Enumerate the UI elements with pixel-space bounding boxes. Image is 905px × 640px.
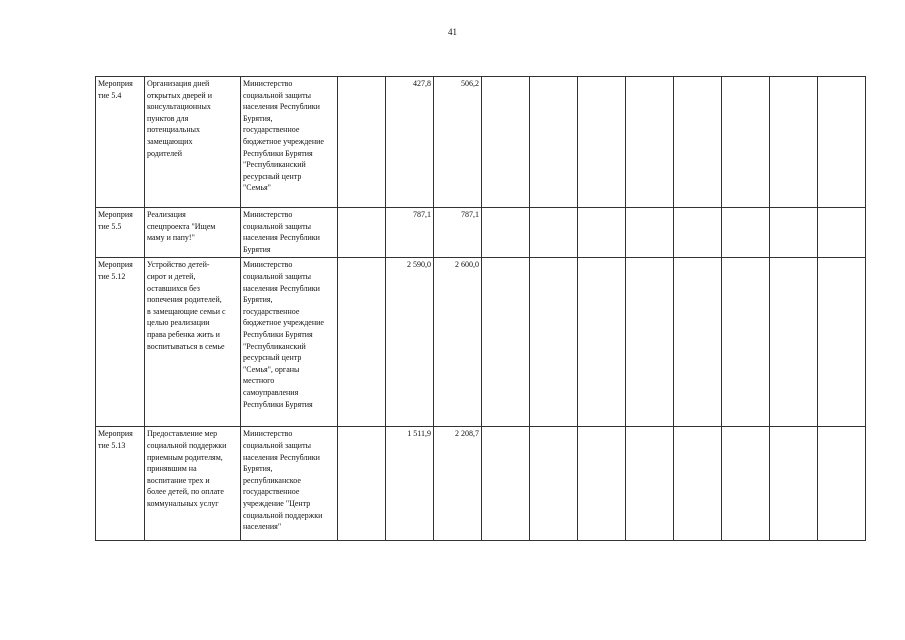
empty-cell <box>338 208 386 258</box>
value-cell-1: 2 590,0 <box>386 258 434 427</box>
empty-cell <box>530 208 578 258</box>
activity-name: Реализация спецпроекта "Ищем маму и папу!" <box>145 208 241 258</box>
activity-name: Устройство детей- сирот и детей, оставшихся без попечения родителей, в замещающие семьи с целью реализации права ребенка жить и воспитываться в семье <box>145 258 241 427</box>
value-cell-2: 506,2 <box>434 77 482 208</box>
empty-cell <box>818 208 866 258</box>
empty-cell <box>578 258 626 427</box>
empty-cell <box>818 77 866 208</box>
empty-cell <box>722 208 770 258</box>
empty-cell <box>626 77 674 208</box>
value-cell-1: 787,1 <box>386 208 434 258</box>
empty-cell <box>674 258 722 427</box>
empty-cell <box>722 77 770 208</box>
empty-cell <box>338 427 386 541</box>
empty-cell <box>338 77 386 208</box>
empty-cell <box>482 77 530 208</box>
empty-cell <box>578 427 626 541</box>
table-row <box>96 77 866 208</box>
activity-name: Организация дней открытых дверей и консультационных пунктов для потенциальных замещающих родителей <box>145 77 241 208</box>
activity-executor: Министерство социальной защиты населения Республики Бурятия <box>241 208 338 258</box>
value-cell-1: 1 511,9 <box>386 427 434 541</box>
empty-cell <box>482 258 530 427</box>
activity-code: Мероприя тие 5.4 <box>96 77 145 208</box>
empty-cell <box>626 427 674 541</box>
empty-cell <box>770 258 818 427</box>
empty-cell <box>578 208 626 258</box>
empty-cell <box>674 208 722 258</box>
activity-executor: Министерство социальной защиты населения Республики Бурятия, государственное бюджетное учреждение Республики Бурятия "Республиканский ресурсный центр "Семья" <box>241 77 338 208</box>
value-cell-2: 2 600,0 <box>434 258 482 427</box>
value-cell-2: 787,1 <box>434 208 482 258</box>
activity-code: Мероприя тие 5.5 <box>96 208 145 258</box>
page-number: 41 <box>448 27 457 37</box>
empty-cell <box>530 77 578 208</box>
empty-cell <box>530 427 578 541</box>
empty-cell <box>674 427 722 541</box>
activity-code: Мероприя тие 5.13 <box>96 427 145 541</box>
empty-cell <box>530 258 578 427</box>
activity-name: Предоставление мер социальной поддержки приемным родителям, принявшим на воспитание трех и более детей, по оплате коммунальных услуг <box>145 427 241 541</box>
empty-cell <box>770 427 818 541</box>
table-row <box>96 208 866 258</box>
empty-cell <box>818 258 866 427</box>
empty-cell <box>338 258 386 427</box>
empty-cell <box>578 77 626 208</box>
empty-cell <box>722 258 770 427</box>
empty-cell <box>674 77 722 208</box>
empty-cell <box>770 77 818 208</box>
value-cell-2: 2 208,7 <box>434 427 482 541</box>
value-cell-1: 427,8 <box>386 77 434 208</box>
table-row <box>96 258 866 427</box>
empty-cell <box>482 427 530 541</box>
empty-cell <box>818 427 866 541</box>
empty-cell <box>770 208 818 258</box>
empty-cell <box>722 427 770 541</box>
empty-cell <box>482 208 530 258</box>
empty-cell <box>626 208 674 258</box>
table-row <box>96 427 866 541</box>
activity-code: Мероприя тие 5.12 <box>96 258 145 427</box>
activity-executor: Министерство социальной защиты населения Республики Бурятия, республиканское государственное учреждение "Центр социальной поддержки населения" <box>241 427 338 541</box>
program-activities-table <box>95 76 866 541</box>
empty-cell <box>626 258 674 427</box>
activity-executor: Министерство социальной защиты населения Республики Бурятия, государственное бюджетное учреждение Республики Бурятия "Республиканский ресурсный центр "Семья", органы местного самоуправления Республики Бурятия <box>241 258 338 427</box>
